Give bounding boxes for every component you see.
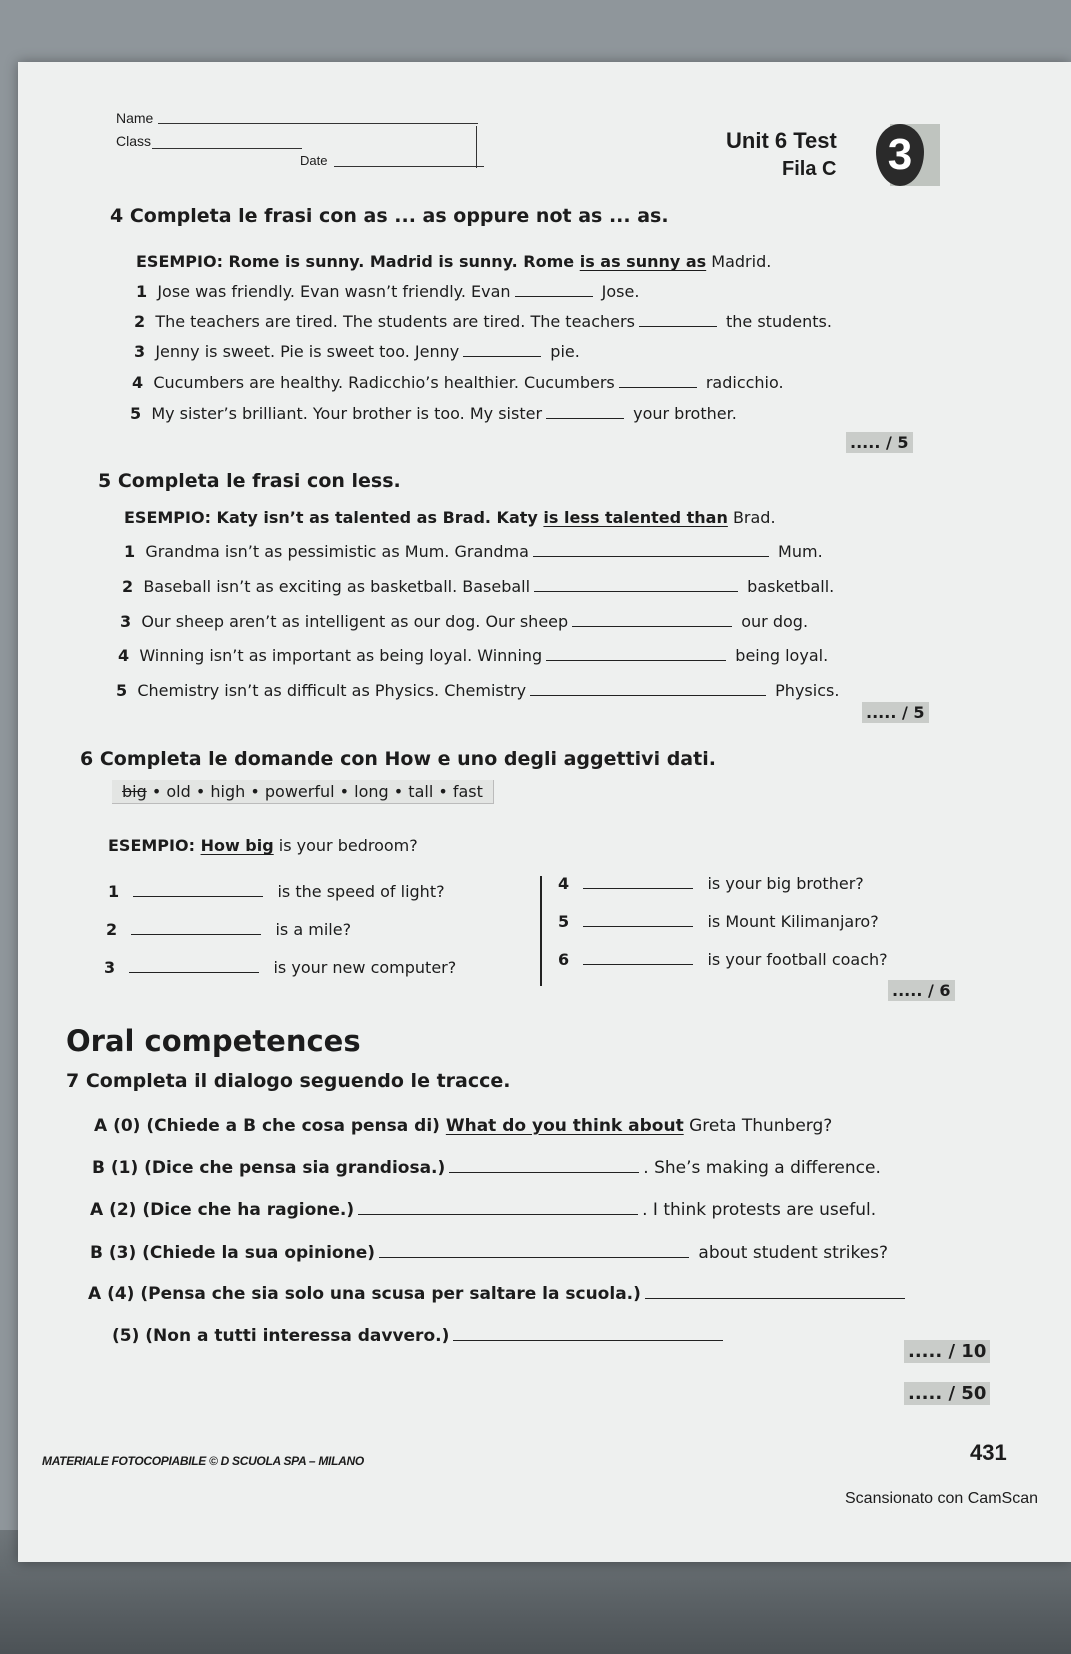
item-number: 2 bbox=[122, 577, 134, 596]
ex6-item-1 bbox=[108, 882, 445, 901]
item-text-after: being loyal. bbox=[735, 646, 829, 665]
item-number: 1 bbox=[136, 282, 148, 301]
dialogue-a0 bbox=[94, 1116, 832, 1136]
answer-blank[interactable] bbox=[530, 694, 766, 696]
dialogue-b1 bbox=[92, 1158, 881, 1178]
date-line bbox=[334, 166, 484, 167]
word-bank-words: • old • high • powerful • long • tall • fast bbox=[146, 782, 483, 801]
item-number: 4 bbox=[118, 646, 130, 665]
item-number: 4 bbox=[132, 373, 144, 392]
item-number: 1 bbox=[108, 882, 120, 901]
dialogue-text: . I think protests are useful. bbox=[642, 1200, 877, 1220]
item-text: is a mile? bbox=[275, 920, 352, 939]
ex6-example-answer: How big bbox=[200, 836, 274, 855]
item-number: 5 bbox=[558, 912, 570, 931]
dialogue-prompt: B (1) (Dice che pensa sia grandiosa.) bbox=[92, 1158, 446, 1178]
ex5-title: 5 Completa le frasi con less. bbox=[98, 470, 401, 492]
ex4-example bbox=[136, 252, 771, 271]
ex4-item-3 bbox=[134, 342, 580, 361]
item-number: 2 bbox=[134, 312, 146, 331]
dialogue-prompt: B (3) (Chiede la sua opinione) bbox=[90, 1243, 375, 1263]
copyright-notice: MATERIALE FOTOCOPIABILE © D SCUOLA SPA – MILANO bbox=[42, 1454, 364, 1468]
dialogue-text: Greta Thunberg? bbox=[683, 1116, 833, 1136]
dialogue-prompt: A (2) (Dice che ha ragione.) bbox=[90, 1200, 355, 1220]
ex7-score: ..... / 10 bbox=[904, 1340, 990, 1363]
dialogue-a4 bbox=[88, 1284, 909, 1304]
answer-blank[interactable] bbox=[133, 895, 263, 897]
item-text-after: our dog. bbox=[741, 612, 809, 631]
dialogue-text: about student strikes? bbox=[698, 1243, 889, 1263]
name-label: Name bbox=[116, 110, 154, 126]
dialogue-a2 bbox=[90, 1200, 876, 1220]
item-text: Winning isn’t as important as being loyal. Winning bbox=[139, 646, 543, 665]
item-text: Cucumbers are healthy. Radicchio’s healthier. Cucumbers bbox=[153, 373, 615, 392]
ex6-example bbox=[108, 836, 418, 855]
item-text-after: Jose. bbox=[601, 282, 640, 301]
item-text: Chemistry isn’t as difficult as Physics. Chemistry bbox=[137, 681, 527, 700]
dialogue-example-answer: What do you think about bbox=[445, 1116, 684, 1136]
ex4-example-answer: is as sunny as bbox=[579, 252, 707, 271]
ex4-example-prefix: ESEMPIO: Rome is sunny. Madrid is sunny. Rome bbox=[136, 252, 580, 271]
item-number: 3 bbox=[104, 958, 116, 977]
item-text: is the speed of light? bbox=[277, 882, 445, 901]
ex4-item-5 bbox=[130, 404, 737, 423]
ex4-item-2 bbox=[134, 312, 832, 331]
answer-blank[interactable] bbox=[358, 1213, 638, 1215]
answer-blank[interactable] bbox=[534, 590, 738, 592]
ex4-item-1 bbox=[136, 282, 639, 301]
ex5-item-3 bbox=[120, 612, 808, 631]
test-number-badge: 3 bbox=[876, 124, 924, 186]
ex7-title: 7 Completa il dialogo seguendo le tracce. bbox=[66, 1070, 511, 1092]
answer-blank[interactable] bbox=[583, 963, 693, 965]
item-text: Grandma isn’t as pessimistic as Mum. Grandma bbox=[145, 542, 529, 561]
dialogue-prompt: A (4) (Pensa che sia solo una scusa per saltare la scuola.) bbox=[88, 1284, 641, 1304]
ex4-score: ..... / 5 bbox=[846, 432, 913, 453]
answer-blank[interactable] bbox=[379, 1256, 689, 1258]
item-text: is your new computer? bbox=[273, 958, 457, 977]
answer-blank[interactable] bbox=[533, 555, 769, 557]
item-text: My sister’s brilliant. Your brother is too. My sister bbox=[151, 404, 543, 423]
answer-blank[interactable] bbox=[463, 355, 541, 357]
unit-title: Unit 6 Test bbox=[726, 128, 837, 153]
ex5-example-answer: is less talented than bbox=[543, 508, 728, 527]
page-number: 431 bbox=[970, 1440, 1007, 1465]
answer-blank[interactable] bbox=[453, 1339, 723, 1341]
ex5-item-1 bbox=[124, 542, 823, 561]
ex6-item-5 bbox=[558, 912, 879, 931]
item-number: 1 bbox=[124, 542, 136, 561]
class-line bbox=[152, 148, 302, 149]
ex6-example-prefix: ESEMPIO: bbox=[108, 836, 201, 855]
item-text-after: the students. bbox=[726, 312, 832, 331]
ex6-item-6 bbox=[558, 950, 888, 969]
item-text-after: pie. bbox=[550, 342, 580, 361]
ex4-item-4 bbox=[132, 373, 784, 392]
ex5-example bbox=[124, 508, 776, 527]
ex5-example-prefix: ESEMPIO: Katy isn’t as talented as Brad. Katy bbox=[124, 508, 544, 527]
ex5-score: ..... / 5 bbox=[862, 702, 929, 723]
dialogue-prompt: (5) (Non a tutti interessa davvero.) bbox=[112, 1326, 450, 1346]
answer-blank[interactable] bbox=[129, 971, 259, 973]
answer-blank[interactable] bbox=[572, 625, 732, 627]
item-text: is your football coach? bbox=[707, 950, 888, 969]
ex5-example-suffix: Brad. bbox=[727, 508, 776, 527]
item-number: 2 bbox=[106, 920, 118, 939]
item-text: Jose was friendly. Evan wasn’t friendly. Evan bbox=[157, 282, 511, 301]
fila-label: Fila C bbox=[782, 158, 837, 180]
dialogue-b3 bbox=[90, 1243, 888, 1263]
dialogue-prompt: A (0) (Chiede a B che cosa pensa di) bbox=[94, 1116, 446, 1136]
total-score: ..... / 50 bbox=[904, 1382, 990, 1405]
item-number: 5 bbox=[116, 681, 128, 700]
date-label: Date bbox=[300, 153, 328, 168]
item-text: is your big brother? bbox=[707, 874, 864, 893]
ex6-item-4 bbox=[558, 874, 864, 893]
item-text-after: basketball. bbox=[747, 577, 835, 596]
ex5-item-4 bbox=[118, 646, 828, 665]
word-bank-struck: big bbox=[122, 782, 147, 801]
item-text-after: radicchio. bbox=[705, 373, 784, 392]
answer-blank[interactable] bbox=[546, 417, 624, 419]
item-number: 4 bbox=[558, 874, 570, 893]
scanner-watermark: Scansionato con CamScan bbox=[845, 1490, 1038, 1507]
item-text: The teachers are tired. The students are tired. The teachers bbox=[155, 312, 635, 331]
answer-blank[interactable] bbox=[449, 1171, 639, 1173]
ex6-example-suffix: is your bedroom? bbox=[273, 836, 418, 855]
item-text-after: Mum. bbox=[778, 542, 823, 561]
answer-blank[interactable] bbox=[515, 295, 593, 297]
item-text-after: your brother. bbox=[633, 404, 737, 423]
item-text: Our sheep aren’t as intelligent as our dog. Our sheep bbox=[141, 612, 569, 631]
answer-blank[interactable] bbox=[546, 659, 726, 661]
item-number: 3 bbox=[134, 342, 146, 361]
ex6-word-bank bbox=[112, 780, 494, 804]
ex6-score: ..... / 6 bbox=[888, 980, 955, 1001]
dialogue-5 bbox=[112, 1326, 727, 1346]
item-number: 5 bbox=[130, 404, 142, 423]
name-line bbox=[158, 123, 478, 124]
ex6-title: 6 Completa le domande con How e uno degli aggettivi dati. bbox=[80, 748, 716, 770]
answer-blank[interactable] bbox=[645, 1297, 905, 1299]
item-number: 6 bbox=[558, 950, 570, 969]
answer-blank[interactable] bbox=[639, 325, 717, 327]
oral-heading: Oral competences bbox=[66, 1024, 361, 1058]
answer-blank[interactable] bbox=[619, 386, 697, 388]
ex6-item-3 bbox=[104, 958, 456, 977]
item-text-after: Physics. bbox=[775, 681, 840, 700]
ex4-example-suffix: Madrid. bbox=[706, 252, 772, 271]
ex4-title: 4 Completa le frasi con as ... as oppure not as ... as. bbox=[110, 205, 669, 227]
ex6-item-2 bbox=[106, 920, 351, 939]
dialogue-text: . She’s making a difference. bbox=[643, 1158, 881, 1178]
item-text: Jenny is sweet. Pie is sweet too. Jenny bbox=[155, 342, 460, 361]
item-text: Baseball isn’t as exciting as basketball. Baseball bbox=[143, 577, 531, 596]
header-box-edge bbox=[476, 126, 477, 168]
ex5-item-2 bbox=[122, 577, 834, 596]
class-label: Class bbox=[116, 133, 152, 149]
item-text: is Mount Kilimanjaro? bbox=[707, 912, 879, 931]
answer-blank[interactable] bbox=[583, 925, 693, 927]
answer-blank[interactable] bbox=[583, 887, 693, 889]
answer-blank[interactable] bbox=[131, 933, 261, 935]
ex5-item-5 bbox=[116, 681, 839, 700]
column-divider bbox=[540, 876, 542, 986]
item-number: 3 bbox=[120, 612, 132, 631]
